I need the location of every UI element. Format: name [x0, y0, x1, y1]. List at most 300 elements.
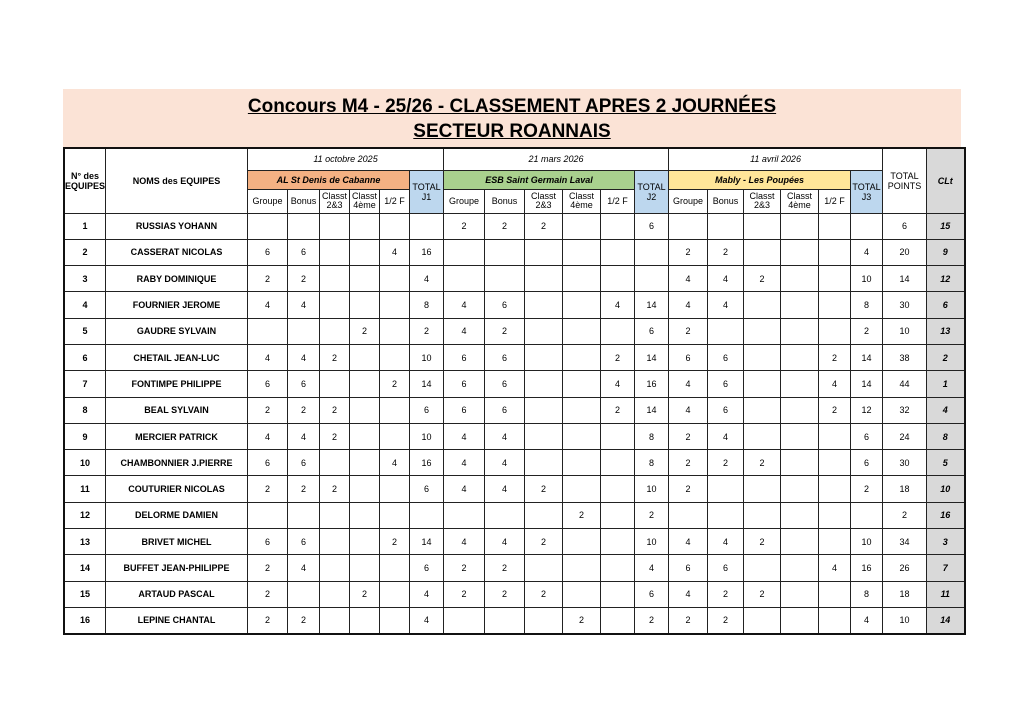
score-cell — [819, 529, 851, 555]
day-total-cell: 10 — [635, 476, 669, 502]
score-cell — [819, 318, 851, 344]
day-total-cell: 4 — [635, 555, 669, 581]
score-cell — [744, 555, 781, 581]
rank-cell: 12 — [927, 266, 965, 292]
score-cell: 2 — [380, 371, 410, 397]
subheader-day2-col5: 1/2 F — [601, 189, 635, 213]
score-cell — [744, 423, 781, 449]
team-number: 12 — [64, 502, 106, 528]
day-total-cell: 14 — [851, 371, 883, 397]
day-total-cell: 4 — [851, 239, 883, 265]
score-cell: 4 — [288, 555, 320, 581]
score-cell — [781, 555, 819, 581]
score-cell: 2 — [819, 344, 851, 370]
score-cell: 4 — [669, 266, 708, 292]
day-total-cell — [851, 213, 883, 239]
total-points-cell: 26 — [883, 555, 927, 581]
score-cell: 2 — [248, 581, 288, 607]
score-cell — [601, 529, 635, 555]
day-total-cell: 2 — [410, 318, 444, 344]
team-number: 11 — [64, 476, 106, 502]
score-cell — [350, 266, 380, 292]
score-cell — [563, 476, 601, 502]
score-cell — [380, 581, 410, 607]
score-cell — [563, 423, 601, 449]
team-number: 10 — [64, 450, 106, 476]
score-cell — [563, 239, 601, 265]
score-cell: 2 — [248, 397, 288, 423]
score-cell: 2 — [708, 239, 744, 265]
day-total-cell — [851, 502, 883, 528]
score-cell: 4 — [380, 450, 410, 476]
score-cell: 2 — [744, 450, 781, 476]
day3-venue: Mably - Les Poupées — [669, 170, 851, 189]
total-points-cell: 34 — [883, 529, 927, 555]
table-row — [64, 529, 965, 555]
score-cell — [563, 344, 601, 370]
score-cell: 2 — [525, 476, 563, 502]
rank-cell: 11 — [927, 581, 965, 607]
day-total-cell: 8 — [635, 450, 669, 476]
score-cell — [601, 239, 635, 265]
score-cell — [380, 292, 410, 318]
day-total-cell: 14 — [851, 344, 883, 370]
team-number: 8 — [64, 397, 106, 423]
day-total-cell: 6 — [851, 423, 883, 449]
day-total-cell — [410, 502, 444, 528]
score-cell: 2 — [601, 397, 635, 423]
score-cell — [350, 529, 380, 555]
score-cell: 4 — [601, 292, 635, 318]
subheader-day1-col4: Classt 4ème — [350, 189, 380, 213]
score-cell: 2 — [669, 318, 708, 344]
score-cell — [781, 476, 819, 502]
subheader-day3-col3: Classt 2&3 — [744, 189, 781, 213]
score-cell: 4 — [708, 292, 744, 318]
score-cell: 2 — [708, 450, 744, 476]
subheader-day1-col3: Classt 2&3 — [320, 189, 350, 213]
day-total-cell: 10 — [851, 529, 883, 555]
score-cell: 6 — [485, 344, 525, 370]
team-name: BEAL SYLVAIN — [106, 397, 248, 423]
score-cell — [708, 502, 744, 528]
score-cell — [525, 344, 563, 370]
team-name: FOURNIER JEROME — [106, 292, 248, 318]
day1-total-header: TOTAL J1 — [410, 170, 444, 213]
table-row — [64, 607, 965, 633]
score-cell — [563, 292, 601, 318]
page-subtitle: SECTEUR ROANNAIS — [413, 121, 611, 142]
rank-cell: 14 — [927, 607, 965, 633]
score-cell — [819, 239, 851, 265]
subheader-day2-col1: Groupe — [444, 189, 485, 213]
day-total-cell: 16 — [410, 239, 444, 265]
score-cell: 2 — [525, 581, 563, 607]
team-number: 6 — [64, 344, 106, 370]
day-total-cell: 12 — [851, 397, 883, 423]
score-cell: 2 — [485, 555, 525, 581]
score-cell: 4 — [669, 292, 708, 318]
total-points-cell: 20 — [883, 239, 927, 265]
score-cell — [819, 292, 851, 318]
score-cell — [320, 318, 350, 344]
subheader-day1-col5: 1/2 F — [380, 189, 410, 213]
score-cell — [601, 555, 635, 581]
score-cell: 2 — [485, 318, 525, 344]
score-cell: 2 — [248, 607, 288, 633]
score-cell: 6 — [708, 397, 744, 423]
score-cell — [781, 529, 819, 555]
score-cell: 2 — [669, 607, 708, 633]
score-cell: 4 — [485, 529, 525, 555]
table-row — [64, 502, 965, 528]
score-cell: 2 — [248, 266, 288, 292]
total-points-cell: 14 — [883, 266, 927, 292]
rank-cell: 13 — [927, 318, 965, 344]
day-total-cell: 2 — [851, 318, 883, 344]
day-total-cell: 14 — [635, 292, 669, 318]
score-cell: 4 — [708, 423, 744, 449]
rank-cell: 16 — [927, 502, 965, 528]
score-cell: 2 — [320, 397, 350, 423]
score-cell: 4 — [288, 344, 320, 370]
score-cell — [601, 476, 635, 502]
score-cell: 2 — [288, 607, 320, 633]
score-cell — [819, 450, 851, 476]
score-cell — [563, 555, 601, 581]
table-row — [64, 239, 965, 265]
score-cell: 2 — [669, 423, 708, 449]
score-cell: 2 — [563, 502, 601, 528]
score-cell — [781, 239, 819, 265]
score-cell — [563, 529, 601, 555]
day-total-cell: 14 — [410, 529, 444, 555]
score-cell: 4 — [248, 292, 288, 318]
score-cell — [320, 607, 350, 633]
table-row — [64, 581, 965, 607]
score-cell: 2 — [288, 476, 320, 502]
score-cell: 2 — [669, 239, 708, 265]
day-total-cell: 6 — [635, 318, 669, 344]
score-cell: 6 — [669, 344, 708, 370]
table-row — [64, 213, 965, 239]
score-cell — [781, 292, 819, 318]
day1-date: 11 octobre 2025 — [248, 148, 444, 170]
team-name: BRIVET MICHEL — [106, 529, 248, 555]
score-cell: 2 — [708, 581, 744, 607]
score-cell: 2 — [444, 213, 485, 239]
score-cell — [350, 344, 380, 370]
score-cell — [350, 371, 380, 397]
score-cell — [744, 239, 781, 265]
score-cell: 4 — [444, 292, 485, 318]
score-cell — [601, 318, 635, 344]
day-total-cell — [635, 266, 669, 292]
score-cell: 2 — [320, 423, 350, 449]
score-cell — [350, 555, 380, 581]
score-cell: 4 — [485, 450, 525, 476]
day-total-cell: 8 — [635, 423, 669, 449]
table-row — [64, 371, 965, 397]
score-cell — [320, 266, 350, 292]
day-total-cell: 2 — [635, 607, 669, 633]
score-cell: 4 — [248, 423, 288, 449]
score-cell — [444, 502, 485, 528]
day-total-cell: 2 — [851, 476, 883, 502]
score-cell — [744, 607, 781, 633]
score-cell — [525, 397, 563, 423]
score-cell — [248, 318, 288, 344]
score-cell — [350, 502, 380, 528]
score-cell — [444, 239, 485, 265]
score-cell: 4 — [444, 529, 485, 555]
score-cell — [485, 239, 525, 265]
day-total-cell: 16 — [851, 555, 883, 581]
score-cell: 6 — [708, 344, 744, 370]
day-total-cell: 10 — [851, 266, 883, 292]
rank-cell: 6 — [927, 292, 965, 318]
header-total-points: TOTAL POINTS — [883, 148, 927, 213]
subheader-day3-col1: Groupe — [669, 189, 708, 213]
score-cell — [525, 239, 563, 265]
score-cell — [288, 502, 320, 528]
score-cell: 2 — [288, 397, 320, 423]
team-number: 4 — [64, 292, 106, 318]
table-row — [64, 292, 965, 318]
team-number: 14 — [64, 555, 106, 581]
score-cell — [744, 318, 781, 344]
rank-cell: 10 — [927, 476, 965, 502]
score-cell — [563, 450, 601, 476]
score-cell — [563, 266, 601, 292]
total-points-cell: 30 — [883, 450, 927, 476]
score-cell: 6 — [708, 555, 744, 581]
score-cell — [781, 423, 819, 449]
score-cell — [525, 607, 563, 633]
score-cell — [601, 581, 635, 607]
team-number: 9 — [64, 423, 106, 449]
score-cell: 2 — [444, 555, 485, 581]
score-cell — [563, 581, 601, 607]
score-cell — [819, 213, 851, 239]
score-cell: 4 — [485, 423, 525, 449]
subheader-day3-col4: Classt 4ème — [781, 189, 819, 213]
score-cell: 2 — [669, 476, 708, 502]
total-points-cell: 10 — [883, 607, 927, 633]
score-cell: 4 — [444, 476, 485, 502]
score-cell — [601, 423, 635, 449]
score-cell — [744, 213, 781, 239]
score-cell — [380, 213, 410, 239]
score-cell — [563, 371, 601, 397]
team-name: COUTURIER NICOLAS — [106, 476, 248, 502]
score-cell — [288, 318, 320, 344]
score-cell: 2 — [669, 450, 708, 476]
score-cell — [601, 450, 635, 476]
team-name: FONTIMPE PHILIPPE — [106, 371, 248, 397]
day-total-cell: 4 — [410, 607, 444, 633]
score-cell — [781, 344, 819, 370]
score-cell — [350, 397, 380, 423]
title-banner — [63, 89, 961, 147]
day-total-cell: 6 — [635, 213, 669, 239]
total-points-cell: 44 — [883, 371, 927, 397]
score-cell: 2 — [350, 581, 380, 607]
total-points-cell: 18 — [883, 476, 927, 502]
total-points-cell: 32 — [883, 397, 927, 423]
page-title: Concours M4 - 25/26 - CLASSEMENT APRES 2 JOURNÉES — [247, 96, 777, 117]
rank-cell: 7 — [927, 555, 965, 581]
day-total-cell: 14 — [410, 371, 444, 397]
score-cell — [781, 266, 819, 292]
table-row — [64, 450, 965, 476]
score-cell: 4 — [444, 318, 485, 344]
score-cell — [744, 371, 781, 397]
score-cell: 6 — [248, 239, 288, 265]
score-cell: 6 — [248, 371, 288, 397]
score-cell — [350, 607, 380, 633]
day2-venue: ESB Saint Germain Laval — [444, 170, 635, 189]
score-cell: 6 — [288, 239, 320, 265]
score-cell — [708, 213, 744, 239]
score-cell: 4 — [669, 371, 708, 397]
score-cell — [744, 397, 781, 423]
team-name: BUFFET JEAN-PHILIPPE — [106, 555, 248, 581]
score-cell: 2 — [350, 318, 380, 344]
score-cell: 4 — [669, 397, 708, 423]
total-points-cell: 6 — [883, 213, 927, 239]
score-cell — [380, 397, 410, 423]
score-cell — [819, 607, 851, 633]
rank-cell: 8 — [927, 423, 965, 449]
day-total-cell: 2 — [635, 502, 669, 528]
score-cell — [781, 581, 819, 607]
score-cell: 4 — [288, 423, 320, 449]
day3-total-header: TOTAL J3 — [851, 170, 883, 213]
score-cell — [380, 266, 410, 292]
score-cell — [819, 502, 851, 528]
subheader-day3-col2: Bonus — [708, 189, 744, 213]
score-cell — [744, 292, 781, 318]
subheader-day3-col5: 1/2 F — [819, 189, 851, 213]
score-cell: 6 — [485, 371, 525, 397]
score-cell: 2 — [485, 213, 525, 239]
rank-cell: 15 — [927, 213, 965, 239]
score-cell — [781, 371, 819, 397]
score-cell — [525, 292, 563, 318]
score-cell — [380, 502, 410, 528]
score-cell — [485, 502, 525, 528]
day1-venue: AL St Denis de Cabanne — [248, 170, 410, 189]
score-cell — [819, 266, 851, 292]
team-number: 1 — [64, 213, 106, 239]
score-cell: 2 — [380, 529, 410, 555]
day-total-cell: 6 — [851, 450, 883, 476]
score-cell: 4 — [708, 529, 744, 555]
score-cell — [350, 450, 380, 476]
score-cell — [708, 318, 744, 344]
score-cell — [288, 581, 320, 607]
total-points-cell: 38 — [883, 344, 927, 370]
score-cell — [248, 502, 288, 528]
score-cell: 2 — [320, 344, 350, 370]
score-cell — [525, 502, 563, 528]
rank-cell: 9 — [927, 239, 965, 265]
rank-cell: 4 — [927, 397, 965, 423]
score-cell — [248, 213, 288, 239]
team-name: MERCIER PATRICK — [106, 423, 248, 449]
total-points-cell: 18 — [883, 581, 927, 607]
score-cell — [320, 502, 350, 528]
score-cell: 2 — [288, 266, 320, 292]
score-cell — [320, 555, 350, 581]
score-cell — [485, 607, 525, 633]
score-cell: 2 — [744, 266, 781, 292]
day-total-cell — [410, 213, 444, 239]
table-row — [64, 318, 965, 344]
day-total-cell: 16 — [410, 450, 444, 476]
score-cell: 6 — [669, 555, 708, 581]
score-cell: 2 — [248, 476, 288, 502]
total-points-cell: 24 — [883, 423, 927, 449]
score-cell: 4 — [444, 450, 485, 476]
total-points-cell: 30 — [883, 292, 927, 318]
score-cell: 2 — [320, 476, 350, 502]
score-cell: 6 — [444, 397, 485, 423]
score-cell: 2 — [525, 213, 563, 239]
rank-cell: 2 — [927, 344, 965, 370]
day-total-cell: 10 — [635, 529, 669, 555]
score-cell — [350, 476, 380, 502]
score-cell — [781, 318, 819, 344]
team-name: ARTAUD PASCAL — [106, 581, 248, 607]
team-name: GAUDRE SYLVAIN — [106, 318, 248, 344]
score-cell — [669, 502, 708, 528]
score-cell — [350, 239, 380, 265]
score-cell — [744, 476, 781, 502]
score-cell — [781, 450, 819, 476]
score-cell — [320, 239, 350, 265]
score-cell — [444, 607, 485, 633]
header-clt: CLt — [927, 148, 965, 213]
total-points-cell: 10 — [883, 318, 927, 344]
team-number: 13 — [64, 529, 106, 555]
subheader-day2-col4: Classt 4ème — [563, 189, 601, 213]
score-cell — [320, 581, 350, 607]
table-row — [64, 423, 965, 449]
score-cell: 2 — [708, 607, 744, 633]
score-cell — [525, 423, 563, 449]
score-cell: 4 — [485, 476, 525, 502]
team-name: CHETAIL JEAN-LUC — [106, 344, 248, 370]
score-cell — [350, 292, 380, 318]
score-cell: 2 — [744, 529, 781, 555]
score-cell — [525, 450, 563, 476]
day2-date: 21 mars 2026 — [444, 148, 669, 170]
score-cell: 6 — [248, 450, 288, 476]
score-cell: 6 — [708, 371, 744, 397]
score-cell — [708, 476, 744, 502]
score-cell — [444, 266, 485, 292]
score-cell: 4 — [288, 292, 320, 318]
score-cell: 6 — [288, 529, 320, 555]
header-names: NOMS des EQUIPES — [106, 148, 248, 213]
day-total-cell: 6 — [410, 555, 444, 581]
score-cell — [744, 502, 781, 528]
total-points-cell: 2 — [883, 502, 927, 528]
score-cell — [563, 318, 601, 344]
subheader-day2-col2: Bonus — [485, 189, 525, 213]
